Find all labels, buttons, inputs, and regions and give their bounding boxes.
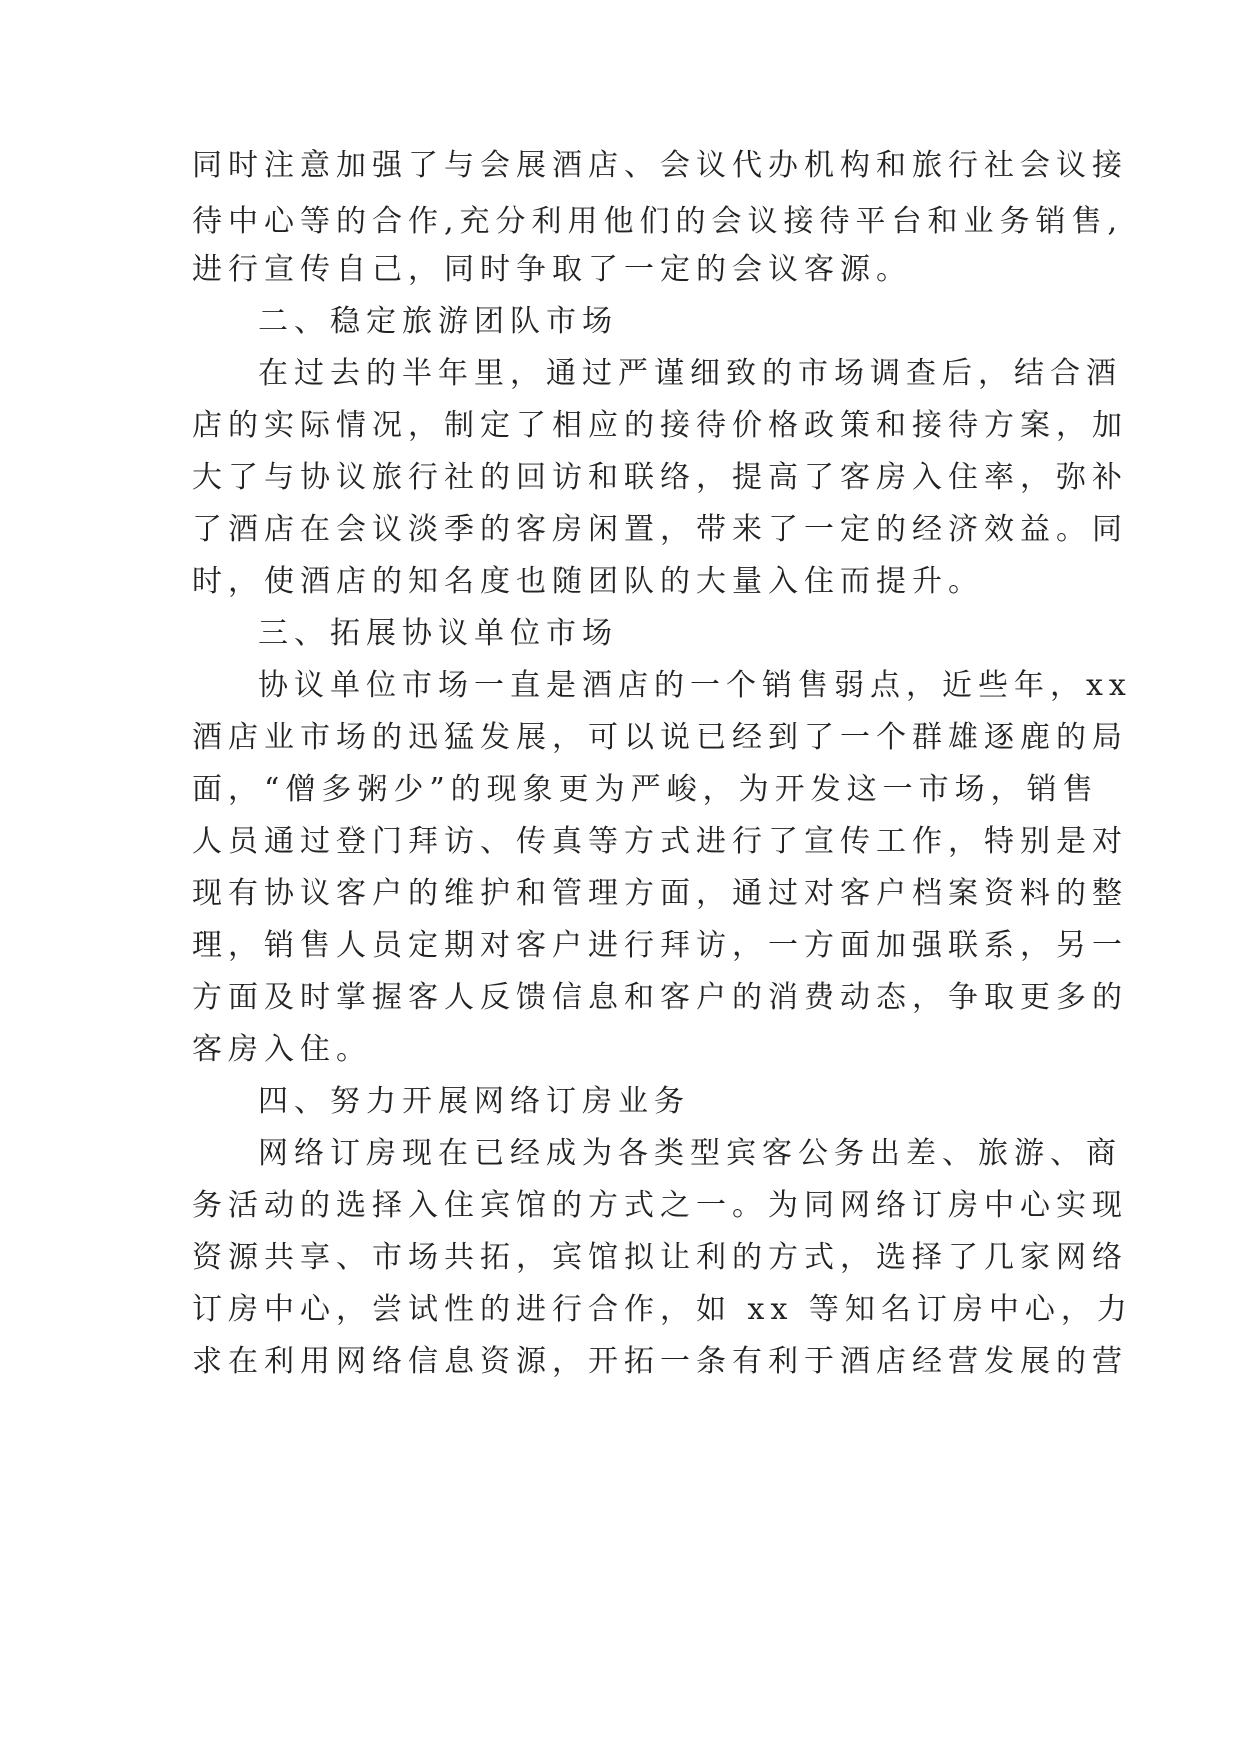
body-text-line: 现有协议客户的维护和管理方面，通过对客户档案资料的整 — [192, 876, 1128, 911]
section-heading: 二、稳定旅游团队市场 — [258, 304, 618, 339]
section-heading: 四、努力开展网络订房业务 — [258, 1084, 690, 1119]
body-text-line: 在过去的半年里，通过严谨细致的市场调查后，结合酒 — [258, 356, 1122, 391]
section-heading: 三、拓展协议单位市场 — [258, 616, 618, 651]
body-text-line: 了酒店在会议淡季的客房闲置，带来了一定的经济效益。同 — [192, 512, 1128, 547]
body-text-line: 订房中心，尝试性的进行合作，如 xx 等知名订房中心，力 — [192, 1292, 1133, 1327]
body-text-line: 大了与协议旅行社的回访和联络，提高了客房入住率，弥补 — [192, 460, 1128, 495]
body-text-line: 求在利用网络信息资源，开拓一条有利于酒店经营发展的营 — [192, 1344, 1128, 1379]
body-text-line: 同时注意加强了与会展酒店、会议代办机构和旅行社会议接 — [192, 148, 1128, 183]
body-text-line: 方面及时掌握客人反馈信息和客户的消费动态，争取更多的 — [192, 980, 1128, 1015]
body-text-line: 待中心等的合作,充分利用他们的会议接待平台和业务销售, — [192, 204, 1124, 239]
body-text-line: 客房入住。 — [192, 1032, 372, 1067]
body-text-line: 人员通过登门拜访、传真等方式进行了宣传工作，特别是对 — [192, 824, 1128, 859]
body-text-line: 网络订房现在已经成为各类型宾客公务出差、旅游、商 — [258, 1136, 1122, 1171]
body-text-line: 店的实际情况，制定了相应的接待价格政策和接待方案，加 — [192, 408, 1128, 443]
body-text-line: 时，使酒店的知名度也随团队的大量入住而提升。 — [192, 564, 984, 599]
body-text-line: 理，销售人员定期对客户进行拜访，一方面加强联系，另一 — [192, 928, 1128, 963]
body-text-line: 面，“僧多粥少”的现象更为严峻，为开发这一市场，销售 — [192, 772, 1099, 807]
body-text-line: 资源共享、市场共拓，宾馆拟让利的方式，选择了几家网络 — [192, 1240, 1128, 1275]
body-text-line: 务活动的选择入住宾馆的方式之一。为同网络订房中心实现 — [192, 1188, 1128, 1223]
body-text-line: 协议单位市场一直是酒店的一个销售弱点，近些年，xx — [258, 668, 1132, 703]
body-text-line: 酒店业市场的迅猛发展，可以说已经到了一个群雄逐鹿的局 — [192, 720, 1128, 755]
body-text-line: 进行宣传自己，同时争取了一定的会议客源。 — [192, 252, 912, 287]
